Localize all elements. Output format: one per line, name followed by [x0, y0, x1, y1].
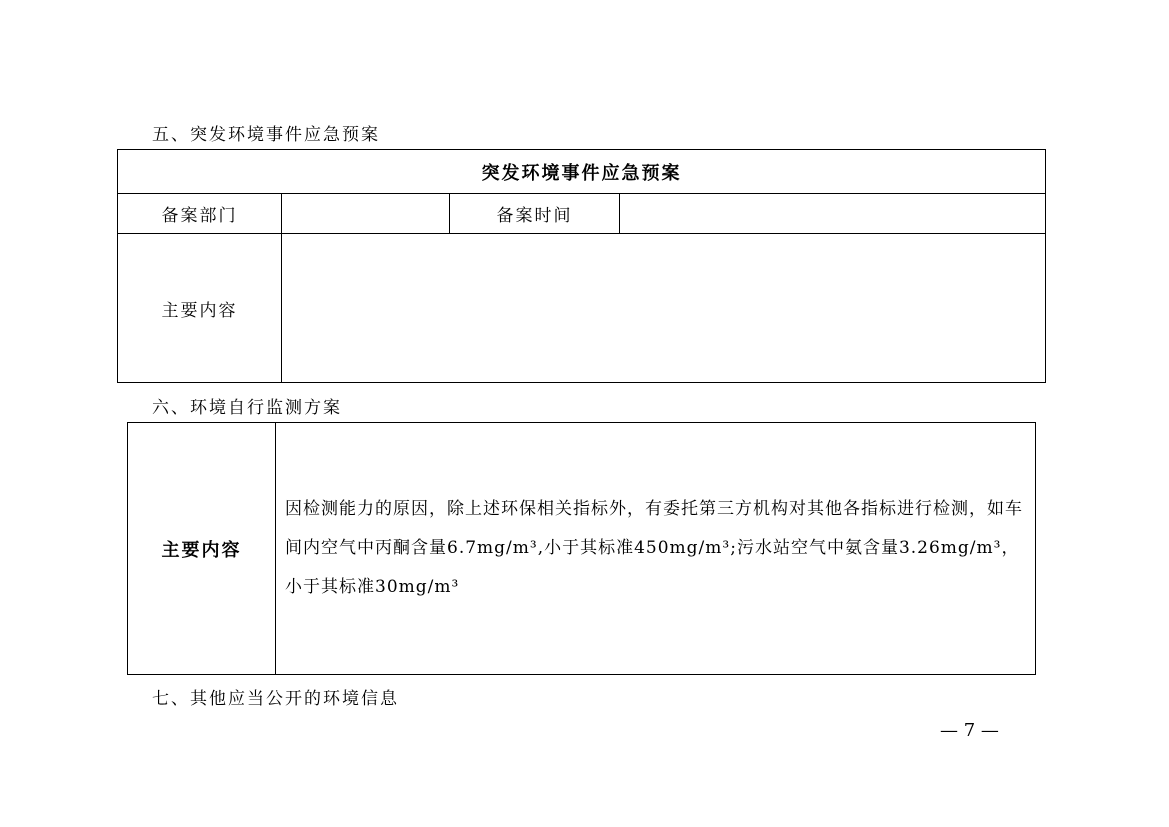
section7-heading: 七、其他应当公开的环境信息 [152, 689, 399, 709]
emergency-plan-table-title: 突发环境事件应急预案 [118, 150, 1046, 194]
emergency-plan-table [117, 149, 1046, 383]
monitoring-main-content-text: 因检测能力的原因，除上述环保相关指标外，有委托第三方机构对其他各指标进行检测，如车间内空气中丙酮含量6.7mg/m³,小于其标准450mg/m³;污水站空气中氨含量3.26mg/m³，小于其标准30mg/m³ [276, 423, 1036, 675]
section6-heading: 六、环境自行监测方案 [152, 398, 342, 418]
filing-time-value [620, 194, 1046, 234]
emergency-main-content-label: 主要内容 [118, 234, 282, 383]
monitoring-plan-table [127, 422, 1036, 675]
page-number: — 7 — [940, 720, 999, 741]
monitoring-main-content-label: 主要内容 [128, 423, 276, 675]
filing-department-label: 备案部门 [118, 194, 282, 234]
filing-time-label: 备案时间 [450, 194, 620, 234]
section5-heading: 五、突发环境事件应急预案 [152, 125, 380, 145]
filing-department-value [282, 194, 450, 234]
emergency-main-content-value [282, 234, 1046, 383]
